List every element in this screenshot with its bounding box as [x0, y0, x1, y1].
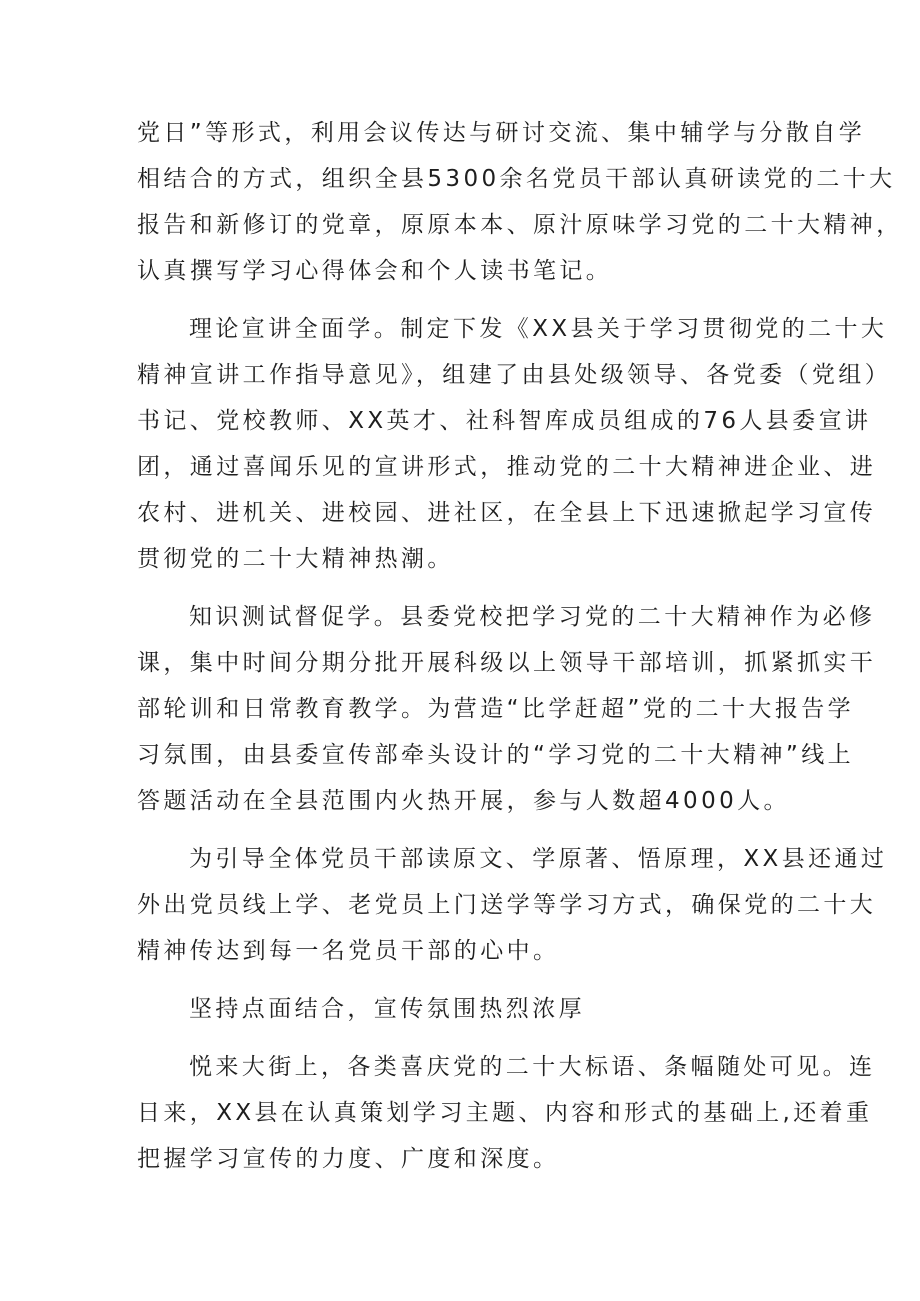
paragraph-street-slogans — [137, 1044, 876, 1182]
text-line: 外出党员线上学、老党员上门送学等学习方式，确保党的二十大 — [137, 892, 877, 918]
text-line: 把握学习宣传的力度、广度和深度。 — [137, 1146, 560, 1172]
text-line: 为引导全体党员干部读原文、学原著、悟原理，XX县还通过 — [189, 846, 888, 872]
text-line: 精神宣讲工作指导意见》，组建了由县处级领导、各党委（党组） — [137, 362, 892, 388]
paragraph-theory-lectures — [137, 306, 892, 582]
text-line: 团，通过喜闻乐见的宣讲形式，推动党的二十大精神进企业、进 — [137, 454, 877, 480]
text-line: 认真撰写学习心得体会和个人读书笔记。 — [137, 258, 613, 284]
text-line: 习氛围，由县委宣传部牵头设计的“学习党的二十大精神”线上 — [137, 742, 855, 768]
heading-line: 坚持点面结合，宣传氛围热烈浓厚 — [189, 996, 585, 1022]
text-line: 部轮训和日常教育教学。为营造“比学赶超”党的二十大报告学 — [137, 696, 855, 722]
text-line: 知识测试督促学。县委党校把学习党的二十大精神作为必修 — [189, 604, 876, 630]
section-heading — [137, 986, 797, 1032]
document-body — [137, 110, 903, 1182]
text-line: 党日”等形式，利用会议传达与研讨交流、集中辅学与分散自学 — [137, 120, 866, 146]
text-line: 理论宣讲全面学。制定下发《XX县关于学习贯彻党的二十大 — [189, 316, 888, 342]
text-line: 课，集中时间分期分批开展科级以上领导干部培训，抓紧抓实干 — [137, 650, 877, 676]
paragraph-knowledge-test — [137, 594, 877, 824]
text-line: 农村、进机关、进校园、进社区，在全县上下迅速掀起学习宣传 — [137, 500, 877, 526]
text-line: 书记、党校教师、XX英才、社科智库成员组成的76人县委宣讲 — [137, 408, 872, 434]
text-line: 日来，XX县在认真策划学习主题、内容和形式的基础上,还着重 — [137, 1100, 873, 1126]
paragraph-study-forms — [137, 110, 903, 294]
text-line: 答题活动在全县范围内火热开展，参与人数超4000人。 — [137, 788, 790, 814]
text-line: 报告和新修订的党章，原原本本、原汁原味学习党的二十大精神， — [137, 212, 903, 238]
text-line: 精神传达到每一名党员干部的心中。 — [137, 938, 560, 964]
text-line: 相结合的方式，组织全县5300余名党员干部认真研读党的二十大 — [137, 166, 896, 192]
paragraph-read-originals — [137, 836, 888, 974]
text-line: 悦来大街上，各类喜庆党的二十大标语、条幅随处可见。连 — [189, 1054, 876, 1080]
text-line: 贯彻党的二十大精神热潮。 — [137, 546, 454, 572]
